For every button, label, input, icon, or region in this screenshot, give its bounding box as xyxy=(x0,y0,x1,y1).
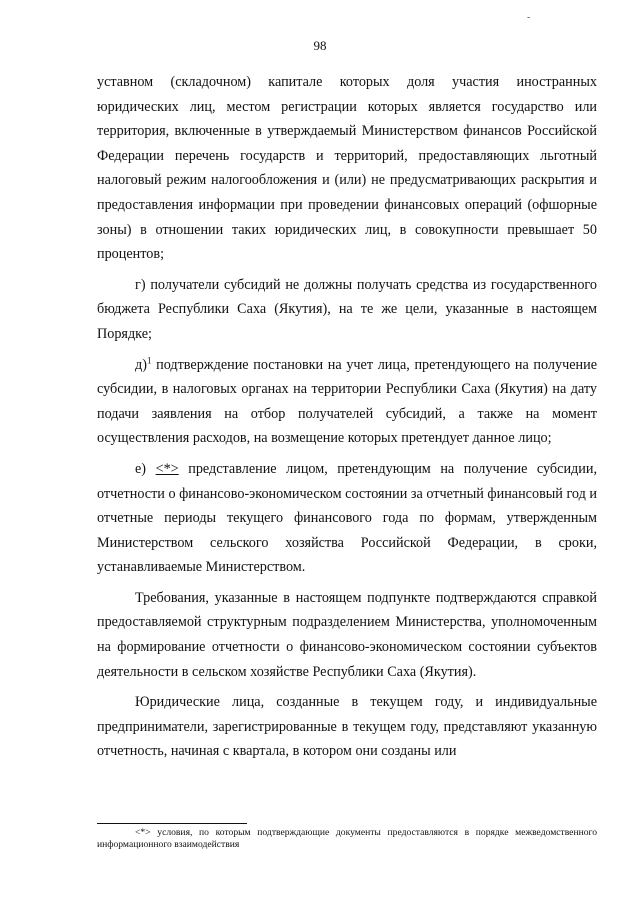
footnote: <*> условия, по которым подтверждающие документы предоставляются в порядке межведомственного информационного взаимодействия xyxy=(97,827,597,850)
paragraph-continuation: уставном (складочном) капитале которых доля участия иностранных юридических лиц, местом регистрации которых является государство или территория, включенные в утверждаемый Министерством финансов Российской Федерации перечень государств и территорий, предоставляющих льготный налоговый режим налогообложения и (или) не предусматривающих раскрытия и предоставления информации при проведении финансовых операций (офшорные зоны) в отношении таких юридических лиц, в совокупности превышает 50 процентов; xyxy=(97,74,597,263)
footnote-link[interactable]: <*> xyxy=(155,460,179,477)
paragraph-item-g: г) получатели субсидий не должны получать средства из государственного бюджета Республики Саха (Якутия), на те же цели, указанные в настоящем Порядке; xyxy=(97,276,597,342)
paragraph-text: подтверждение постановки на учет лица, претендующего на получение субсидии, в налоговых органах на территории Республики Саха (Якутия) на дату подачи заявления на отбор получателей субсидий, а также на момент осуществления расходов, на возмещение которых претендует данное лицо; xyxy=(97,356,597,447)
paragraph-item-d1 xyxy=(97,353,597,451)
paragraph-text: представление лицом, претендующим на получение субсидии, отчетности о финансово-экономическом состоянии за отчетный финансовый год и отчетные периоды текущего финансового года по формам, утвержденным Министерством сельского хозяйства Российской Федерации, в сроки, устанавливаемые Министерством. xyxy=(97,460,597,576)
paragraph-new-entities: Юридические лица, созданные в текущем году, и индивидуальные предприниматели, зарегистрированные в текущем году, представляют указанную отчетность, начиная с квартала, в котором они созданы или xyxy=(97,694,597,760)
corner-mark: - xyxy=(527,12,531,23)
superscript-mark: 1 xyxy=(146,354,152,365)
item-prefix: д) xyxy=(135,356,147,373)
paragraph-item-e xyxy=(97,457,597,580)
document-body xyxy=(97,70,597,770)
footnote-divider xyxy=(97,823,247,824)
paragraph-requirements: Требования, указанные в настоящем подпункте подтверждаются справкой предоставляемой структурным подразделением Министерства, уполномоченным на формирование отчетности о финансово-экономическом состоянии субъектов деятельности в сельском хозяйстве Республики Саха (Якутия). xyxy=(97,589,597,680)
page-number: 98 xyxy=(313,38,327,53)
item-prefix: е) xyxy=(135,460,156,477)
